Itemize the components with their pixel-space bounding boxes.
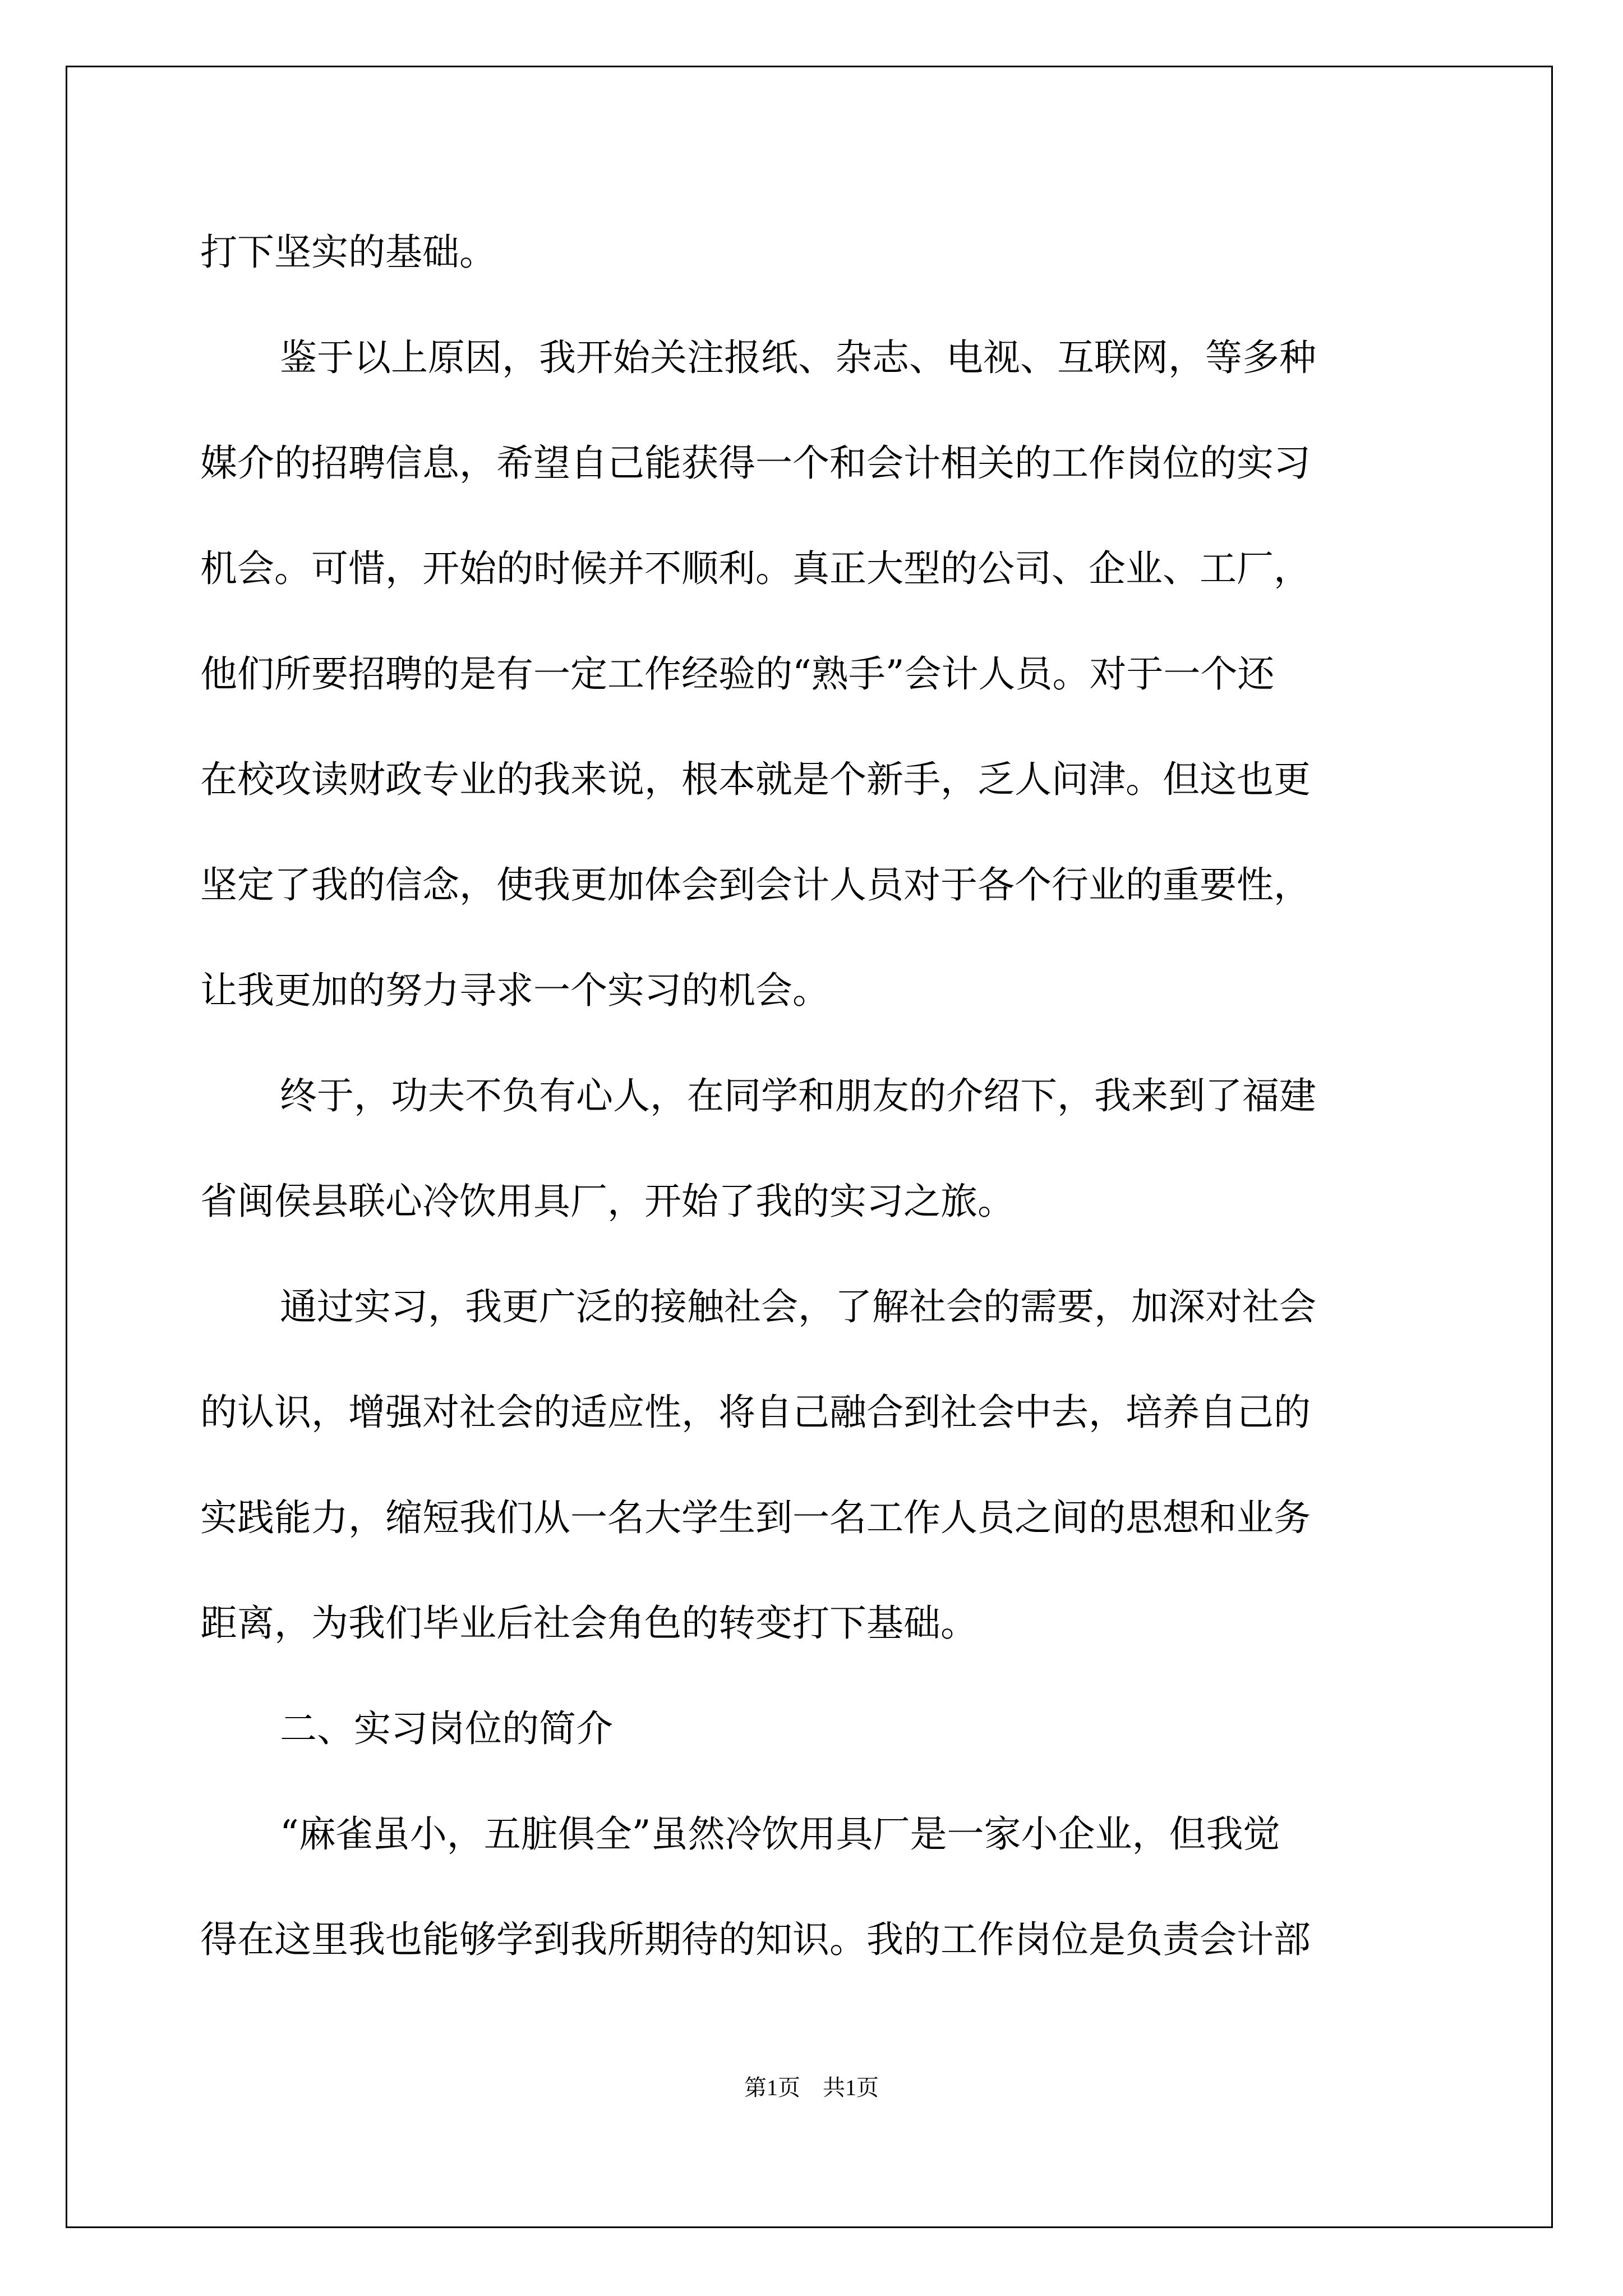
text-line: 媒介的招聘信息，希望自己能获得一个和会计相关的工作岗位的实习 [200, 441, 1311, 485]
text-line: 省闽侯县联心冷饮用具厂，开始了我的实习之旅。 [200, 1180, 1015, 1223]
text-line: 鉴于以上原因，我开始关注报纸、杂志、电视、互联网，等多种 [280, 336, 1316, 379]
text-line: 坚定了我的信念，使我更加体会到会计人员对于各个行业的重要性， [200, 863, 1311, 907]
text-line: 让我更加的努力寻求一个实习的机会。 [200, 969, 829, 1012]
text-line: 打下坚实的基础。 [200, 231, 496, 274]
text-line: “麻雀虽小，五脏俱全”虽然冷饮用具厂是一家小企业，但我觉 [280, 1812, 1280, 1856]
text-line: 终于，功夫不负有心人，在同学和朋友的介绍下，我来到了福建 [280, 1074, 1316, 1117]
text-line: 距离，为我们毕业后社会角色的转变打下基础。 [200, 1602, 978, 1645]
text-line: 通过实习，我更广泛的接触社会，了解社会的需要，加深对社会 [280, 1285, 1316, 1328]
text-line: 的认识，增强对社会的适应性，将自己融合到社会中去，培养自己的 [200, 1391, 1311, 1434]
text-line: 实践能力，缩短我们从一名大学生到一名工作人员之间的思想和业务 [200, 1496, 1311, 1539]
page-number-footer: 第1页 共1页 [744, 2075, 879, 2100]
section-heading: 二、实习岗位的简介 [280, 1707, 613, 1750]
text-line: 机会。可惜，开始的时候并不顺利。真正大型的公司、企业、工厂， [200, 547, 1311, 590]
text-line: 得在这里我也能够学到我所期待的知识。我的工作岗位是负责会计部 [200, 1918, 1311, 1961]
text-line: 在校攻读财政专业的我来说，根本就是个新手，乏人问津。但这也更 [200, 758, 1311, 801]
text-line: 他们所要招聘的是有一定工作经验的“熟手”会计人员。对于一个还 [200, 652, 1275, 696]
